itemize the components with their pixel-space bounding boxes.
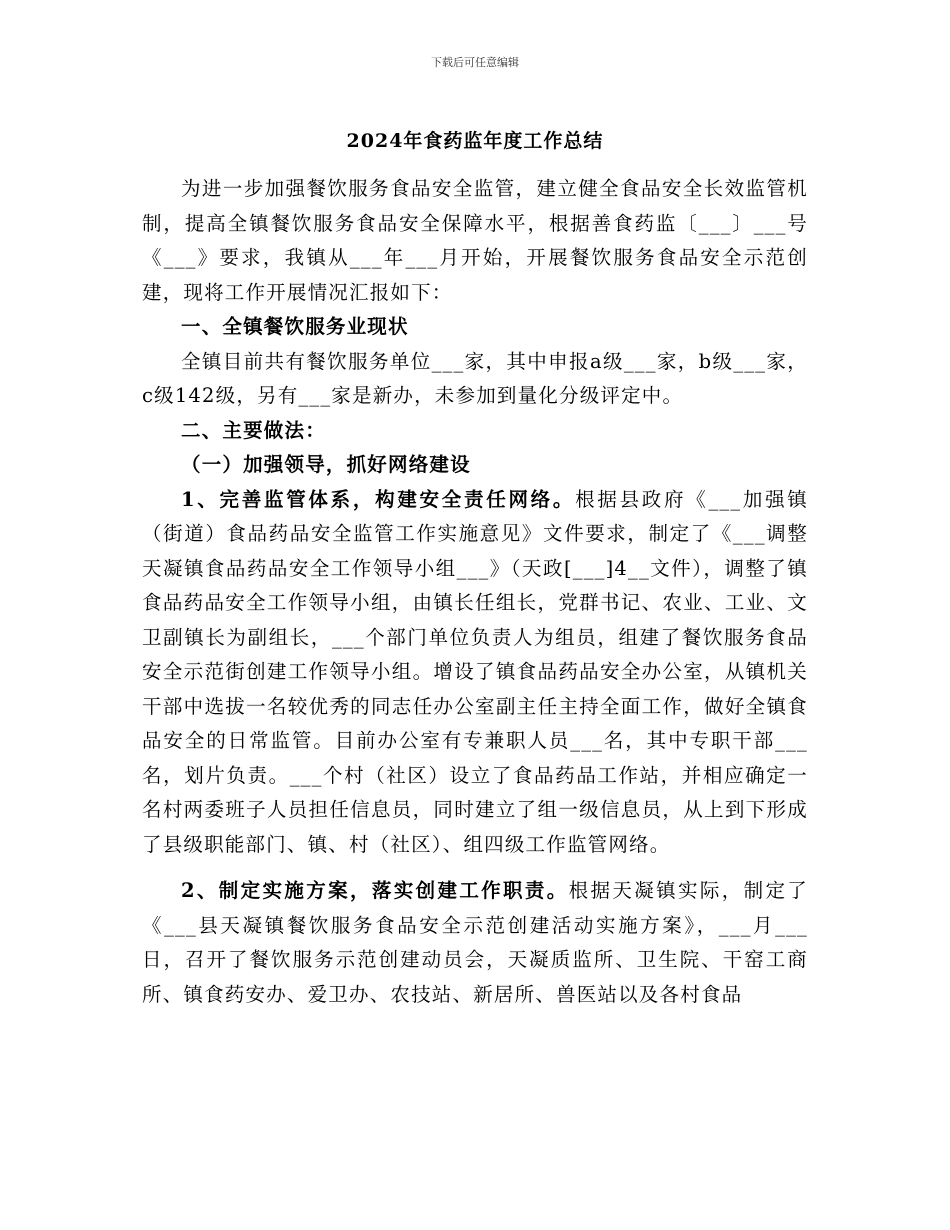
document-title: 2024年食药监年度工作总结 [346, 130, 604, 152]
item-2-paragraph [142, 874, 808, 1012]
item-1-paragraph [142, 483, 808, 863]
section-heading-1: 一、全镇餐饮服务业现状 [181, 315, 409, 338]
item-2-text: 根据天凝镇实际，制定了《___县天凝镇餐饮服务食品安全示范创建活动实施方案》，___月___日，召开了餐饮服务示范创建动员会，天凝质监所、卫生院、干窑工商所、镇食药安办、爱卫办、农技站、新居所、兽医站以及各村食品 [142, 879, 809, 1006]
item-1-text: 根据县政府《___加强镇（街道）食品药品安全监管工作实施意见》文件要求，制定了《___调整天凝镇食品药品安全工作领导小组___》（天政[___]4__文件），调整了镇食品药品安全工作领导小组，由镇长任组长，党群书记、农业、工业、文卫副镇长为副组长，___个部门单位负责人为组员，组建了餐饮服务食品安全示范街创建工作领导小组。增设了镇食品药品安全办公室，从镇机关干部中选拔一名较优秀的同志任办公室副主任主持全面工作，做好全镇食品安全的日常监管。目前办公室有专兼职人员___名，其中专职干部___名，划片负责。___个村（社区）设立了食品药品工作站，并相应确定一名村两委班子人员担任信息员，同时建立了组一级信息员，从上到下形成了县级职能部门、镇、村（社区）、组四级工作监管网络。 [142, 487, 808, 856]
header-note: 下载后可任意编辑 [431, 56, 519, 69]
intro-paragraph: 为进一步加强餐饮服务食品安全监管，建立健全食品安全长效监管机制，提高全镇餐饮服务食品安全保障水平，根据善食药监〔___〕___号《___》要求，我镇从___年___月开始，开展餐饮服务食品安全示范创建，现将工作开展情况汇报如下： [142, 177, 808, 304]
subsection-heading-1: （一）加强领导，抓好网络建设 [181, 453, 471, 476]
document-body [142, 172, 808, 1012]
item-2-lead: 2、制定实施方案，落实创建工作职责。 [181, 879, 569, 902]
status-paragraph: 全镇目前共有餐饮服务单位___家，其中申报a级___家，b级___家，c级142级，另有___家是新办，未参加到量化分级评定中。 [142, 349, 808, 407]
section-heading-2: 二、主要做法： [181, 418, 326, 442]
item-1-lead: 1、完善监管体系，构建安全责任网络。 [181, 487, 576, 511]
